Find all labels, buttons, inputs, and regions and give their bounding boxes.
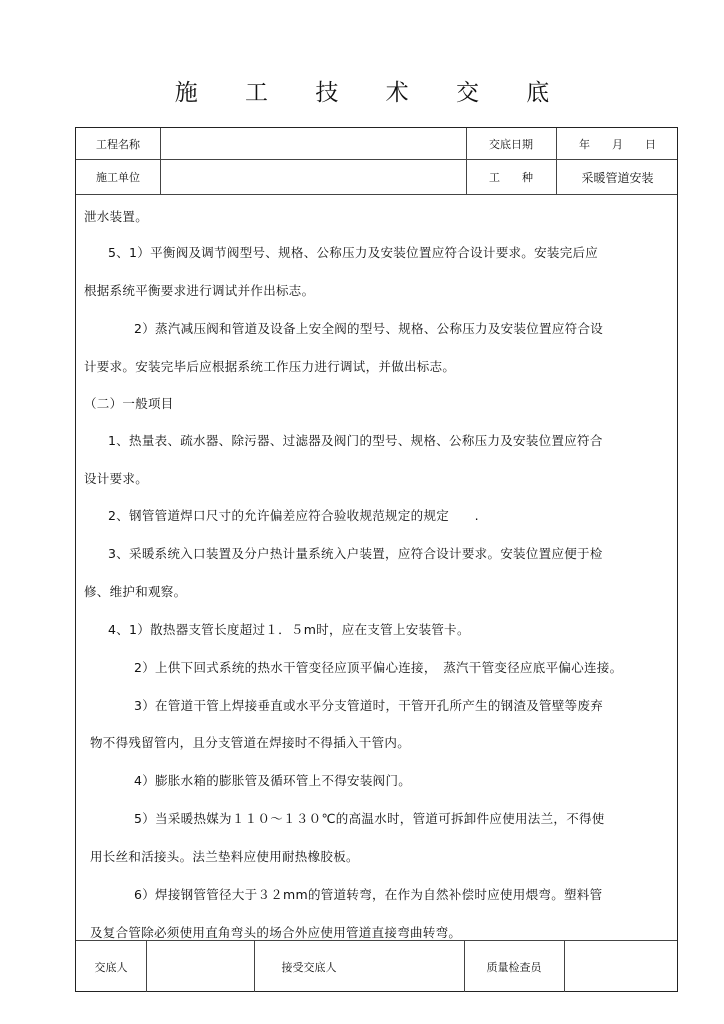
project-name-label: 工程名称 (96, 137, 140, 151)
header-row-2 (76, 160, 677, 195)
content-line: 及复合管除必须使用直角弯头的场合外应使用管道直接弯曲转弯。 (90, 925, 462, 940)
date-field[interactable]: 年 月 日 (579, 137, 656, 151)
content-line: 5、1）平衡阀及调节阀型号、规格、公称压力及安装位置应符合设计要求。安装完后应 (108, 245, 599, 260)
content-line: 2）蒸汽减压阀和管道及设备上安全阀的型号、规格、公称压力及安装位置应符合设 (134, 321, 604, 336)
content-line: 计要求。安装完毕后应根据系统工作压力进行调试，并做出标志。 (84, 359, 456, 374)
content-line: 根据系统平衡要求进行调试并作出标志。 (84, 283, 315, 298)
content-line: 2）上供下回式系统的热水干管变径应顶平偏心连接， 蒸汽干管变径应底平偏心连接。 (134, 660, 623, 675)
unit-field[interactable] (160, 160, 466, 194)
content-line: 用长丝和活接头。法兰垫料应使用耐热橡胶板。 (90, 849, 359, 864)
trade-field[interactable]: 采暖管道安装 (581, 170, 654, 185)
content-line: 设计要求。 (84, 471, 149, 486)
page-title: 施 工 技 术 交 底 (174, 80, 570, 106)
receiver-field[interactable] (364, 941, 464, 992)
content-line: 6）焊接钢管管径大于３２mm的管道转弯，在作为自然补偿时应使用煨弯。塑料管 (134, 887, 603, 902)
content-line: 3）在管道干管上焊接垂直或水平分支管道时，干管开孔所产生的钢渣及管壁等废弃 (134, 698, 604, 713)
trade-label: 工 种 (489, 171, 533, 184)
content-line: 修、维护和观察。 (84, 584, 187, 599)
inspector-label: 质量检查员 (486, 960, 542, 974)
project-name-field[interactable] (160, 128, 466, 159)
content-line: 2、钢管管道焊口尺寸的允许偏差应符合验收规范规定的规定 . (108, 508, 479, 523)
inspector-field[interactable] (564, 941, 677, 992)
content-line: （二）一般项目 (84, 396, 174, 411)
content-line: 5）当采暖热媒为１１０～１３０℃的高温水时，管道可拆卸件应使用法兰，不得使 (134, 811, 605, 826)
content-line: 泄水装置。 (84, 209, 149, 224)
divider (160, 128, 161, 195)
content-line: 4、1）散热器支管长度超过１．５m时，应在支管上安装管卡。 (108, 622, 470, 637)
divider (466, 128, 467, 195)
content-line: 3、采暖系统入口装置及分户热计量系统入户装置，应符合设计要求。安装位置应便于检 (108, 546, 603, 561)
signature-row (76, 940, 677, 992)
content-line: 1、热量表、疏水器、除污器、过滤器及阀门的型号、规格、公称压力及安装位置应符合 (108, 433, 603, 448)
date-label: 交底日期 (489, 137, 533, 151)
receiver-label: 接受交底人 (281, 960, 337, 974)
handover-form (75, 127, 678, 992)
handover-person-field[interactable] (146, 941, 254, 992)
content-body (76, 195, 679, 940)
header-row-1 (76, 128, 677, 160)
content-line: 4）膨胀水箱的膨胀管及循环管上不得安装阀门。 (134, 773, 412, 788)
handover-person-label: 交底人 (94, 960, 128, 974)
content-line: 物不得残留管内，且分支管道在焊接时不得插入干管内。 (90, 735, 411, 750)
divider (556, 128, 557, 195)
unit-label: 施工单位 (96, 171, 140, 184)
